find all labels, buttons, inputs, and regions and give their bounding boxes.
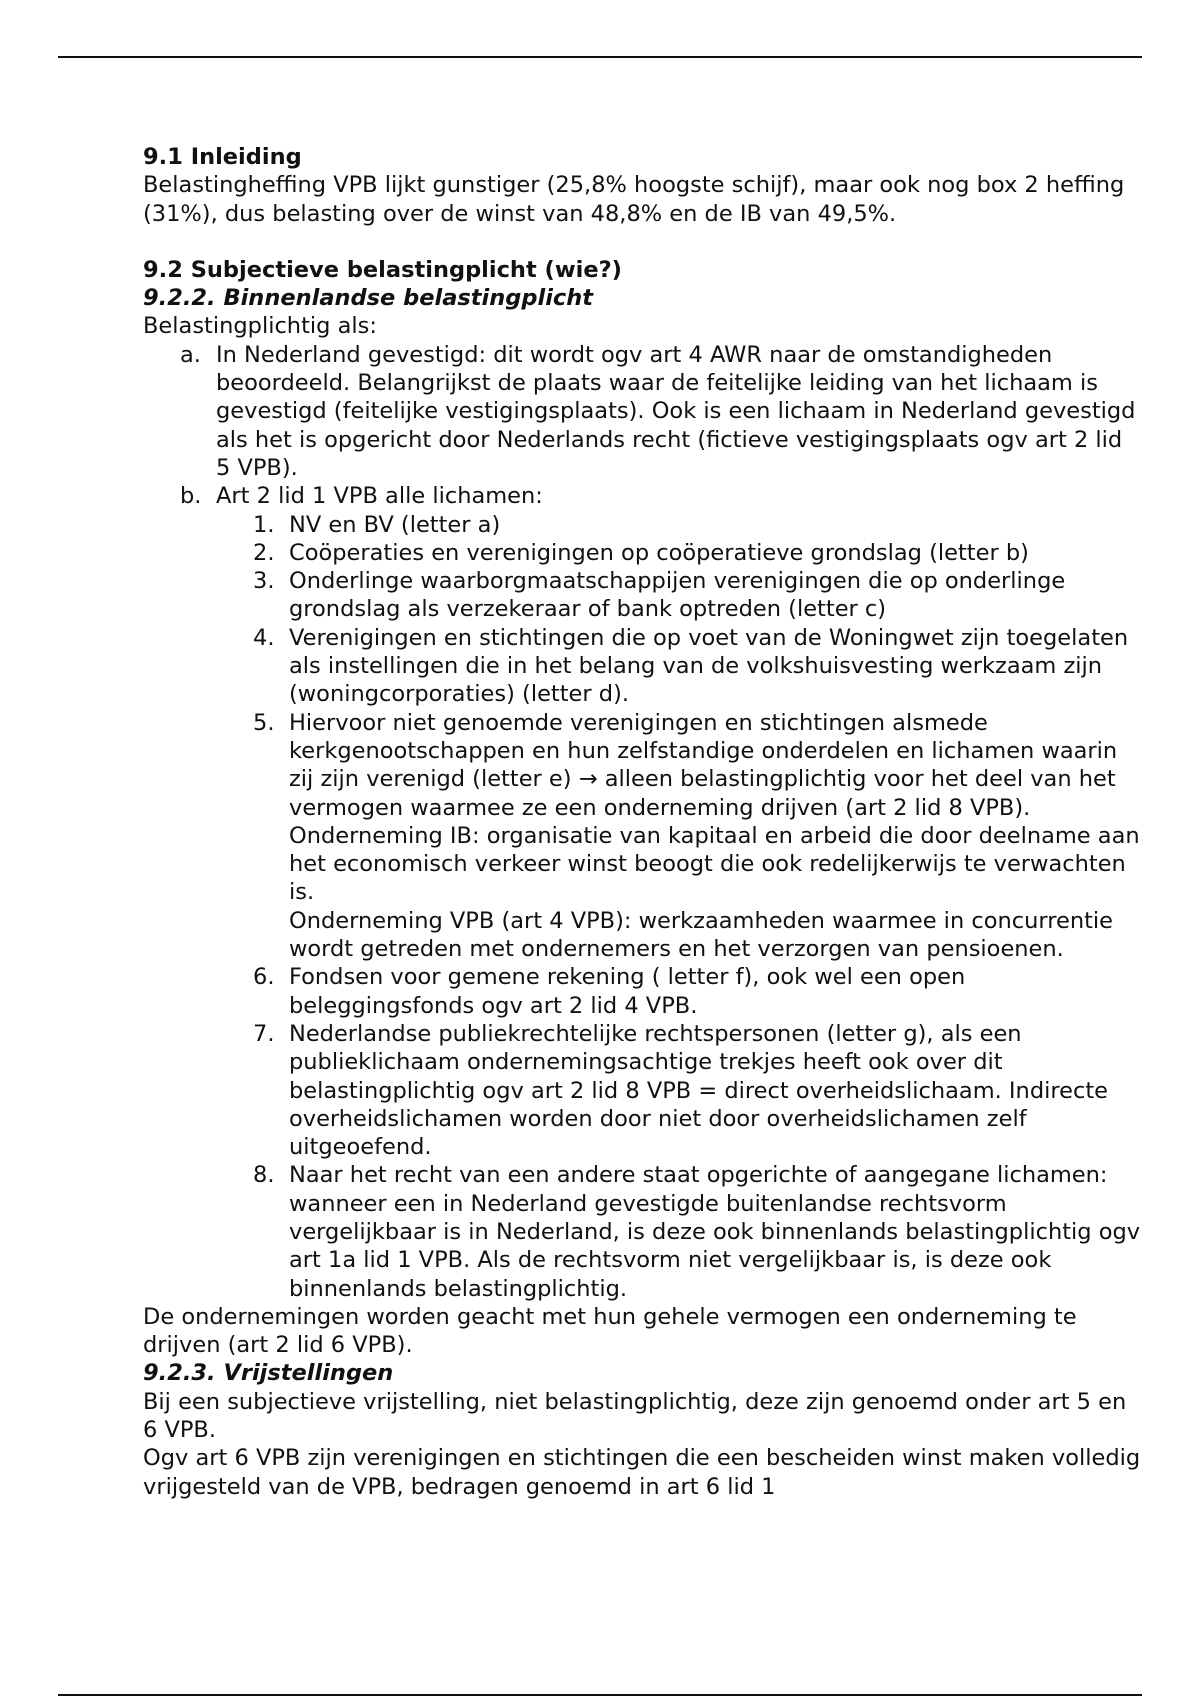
paragraph-vrijstelling-2: Ogv art 6 VPB zijn verenigingen en stichtingen die een bescheiden winst maken volledig vrijgesteld van de VPB, bedragen genoemd in art 6 lid 1 [143, 1445, 1141, 1500]
list-item-text: Onderlinge waarborgmaatschappijen verenigingen die op onderlinge grondslag als verzekeraar of bank optreden (letter c) [289, 568, 1066, 623]
list-item-text: Verenigingen en stichtingen die op voet van de Woningwet zijn toegelaten als instellingen die in het belang van de volkshuisvesting werkzaam zijn (woningcorporaties) (letter d). [289, 624, 1129, 708]
sublist-item [180, 709, 1143, 964]
sublist-item [180, 511, 1143, 539]
footer-rule [58, 1694, 1142, 1696]
list-marker: 3. [253, 568, 275, 595]
list-item-b [143, 482, 1143, 1303]
list-item-text: NV en BV (letter a) [289, 511, 501, 538]
list-marker: 2. [253, 539, 275, 566]
list-marker: 7. [253, 1020, 275, 1047]
list-item-text: Fondsen voor gemene rekening ( letter f), ook wel een open beleggingsfonds ogv art 2 lid 4 VPB. [289, 964, 966, 1019]
heading-9-1: 9.1 Inleiding [143, 144, 302, 170]
list-marker: a. [180, 341, 201, 368]
list-item-text: Art 2 lid 1 VPB alle lichamen: [216, 483, 543, 510]
header-rule [58, 56, 1142, 58]
document-body [143, 143, 1143, 1501]
list-item-text-continued: Onderneming VPB (art 4 VPB): werkzaamheden waarmee in concurrentie wordt getreden met ondernemers en het verzorgen van pensioenen. [289, 907, 1114, 963]
spacer [143, 228, 1143, 256]
list-item-text: Coöperaties en verenigingen op coöperatieve grondslag (letter b) [289, 539, 1029, 566]
sublist-item [180, 539, 1143, 567]
sublist-item [180, 1020, 1143, 1161]
list-item-text: Hiervoor niet genoemde verenigingen en stichtingen alsmede kerkgenootschappen en hun zelfstandige onderdelen en lichamen waarin zij zijn verenigd (letter e) → alleen belastingplichtig voor het deel van het vermogen waarmee ze een onderneming drijven (art 2 lid 8 VPB). Onderneming IB: organisatie van kapitaal en arbeid die door deelname aan het economisch verkeer winst beoogt die ook redelijkerwijs te verwachten is. [289, 709, 1140, 906]
list-marker: 8. [253, 1162, 275, 1189]
sublist-item [180, 963, 1143, 1020]
paragraph-vrijstelling-1: Bij een subjectieve vrijstelling, niet belastingplichtig, deze zijn genoemd onder art 5 en 6 VPB. [143, 1388, 1127, 1444]
closing-text: De ondernemingen worden geacht met hun gehele vermogen een onderneming te drijven (art 2 lid 6 VPB). [143, 1303, 1077, 1359]
heading-9-2-2: 9.2.2. Binnenlandse belastingplicht [143, 285, 594, 312]
numbered-sublist [180, 511, 1143, 1303]
list-marker: 4. [253, 624, 275, 651]
list-marker: 1. [253, 511, 275, 538]
sublist-item [180, 1161, 1143, 1302]
sublist-item [180, 567, 1143, 624]
list-marker: 6. [253, 964, 275, 991]
sublist-item [180, 624, 1143, 709]
list-item-a [143, 341, 1143, 482]
heading-9-2-3: 9.2.3. Vrijstellingen [143, 1360, 394, 1387]
list-marker: 5. [253, 709, 275, 736]
paragraph-9-1: Belastingheffing VPB lijkt gunstiger (25,8% hoogste schijf), maar ook nog box 2 heffing (31%), dus belasting over de winst van 48,8% en de IB van 49,5%. [143, 172, 1125, 227]
heading-9-2: 9.2 Subjectieve belastingplicht (wie?) [143, 256, 622, 283]
alpha-list [143, 341, 1143, 1303]
list-item-text: Naar het recht van een andere staat opgerichte of aangegane lichamen: wanneer een in Nederland gevestigde buitenlandse rechtsvorm vergelijkbaar is in Nederland, is deze ook binnenlands belastingplichtig ogv art 1a lid 1 VPB. Als de rechtsvorm niet vergelijkbaar is, is deze ook binnenlands belastingplichtig. [289, 1162, 1141, 1302]
intro-text: Belastingplichtig als: [143, 313, 377, 340]
list-item-text: In Nederland gevestigd: dit wordt ogv art 4 AWR naar de omstandigheden beoordeeld. Belangrijkst de plaats waar de feitelijke leiding van het lichaam is gevestigd (feitelijke vestigingsplaats). Ook is een lichaam in Nederland gevestigd als het is opgericht door Nederlands recht (fictieve vestigingsplaats ogv art 2 lid 5 VPB). [216, 341, 1136, 481]
list-item-text: Nederlandse publiekrechtelijke rechtspersonen (letter g), als een publieklichaam ondernemingsachtige trekjes heeft ook over dit belastingplichtig ogv art 2 lid 8 VPB = direct overheidslichaam. Indirecte overheidslichamen worden door niet door overheidslichamen zelf uitgeoefend. [289, 1020, 1108, 1161]
list-marker: b. [180, 483, 202, 510]
